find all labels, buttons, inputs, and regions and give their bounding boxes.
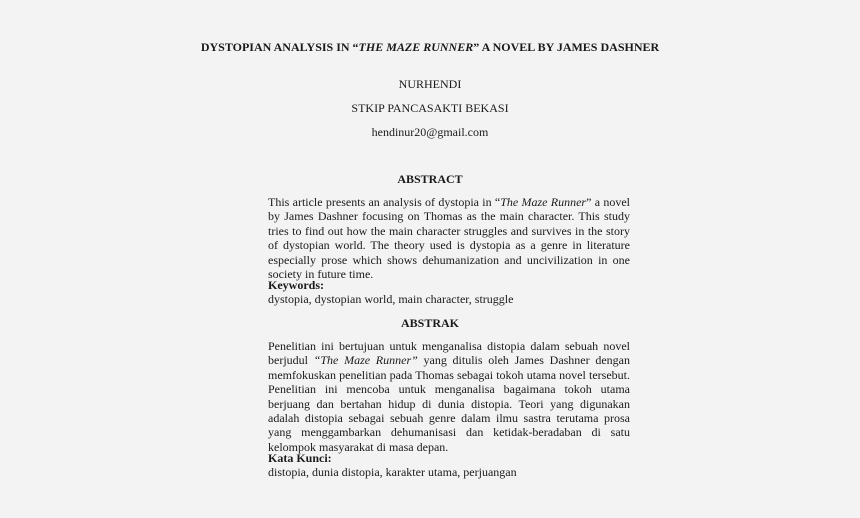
title-italic: THE MAZE RUNNER [358, 40, 474, 54]
keywords-label: Keywords: [268, 278, 324, 292]
title-part-2: ” A NOVEL BY JAMES DASHNER [473, 40, 660, 54]
paper-title [200, 40, 660, 54]
abstract-text-1: This article presents an analysis of dystopia in “ [268, 195, 501, 209]
abstract-heading: ABSTRACT [397, 172, 463, 186]
abstract-text-italic: The Maze Runner [500, 195, 587, 209]
abstrak-text-2: yang ditulis oleh James Dashner dengan memfokuskan penelitian pada Thomas sebagai tokoh utama novel tersebut. Penelitian ini mencoba untuk menganalisa bagaimana tokoh utama berjuang dan bertahan hidup di dunia distopia. Teori yang digunakan adalah distopia sebagai sebuah genre dalam ilmu sastra terutama prosa yang menggambarkan dehumanisasi dan ketidak-beradaban di satu kelompok masyarakat di masa depan. [268, 353, 630, 454]
author-name: NURHENDI [398, 77, 462, 91]
kata-kunci-text: distopia, dunia distopia, karakter utama, perjuangan [268, 465, 517, 479]
keywords-text: dystopia, dystopian world, main character, struggle [268, 292, 514, 306]
affiliation: STKIP PANCASAKTI BEKASI [351, 101, 509, 115]
abstrak-heading: ABSTRAK [400, 316, 459, 330]
kata-kunci-label: Kata Kunci: [268, 451, 332, 465]
abstract-text [268, 195, 630, 281]
abstrak-text-1: Penelitian ini bertujuan untuk menganalisa distopia dalam sebuah novel berjudul [268, 339, 630, 368]
abstract-text-2: ” a novel by James Dashner focusing on Thomas as the main character. This study tries to find out how the main character struggles and survives in the story of dystopian world. The theory used is dystopia as a genre in literature especially prose which shows dehumanization and uncivilization in one society in future time. [268, 195, 630, 282]
email: hendinur20@gmail.com [371, 125, 489, 139]
abstrak-text-italic: “The Maze Runner” [313, 353, 418, 368]
title-part-1: DYSTOPIAN ANALYSIS IN “ [200, 40, 359, 54]
abstrak-text [268, 339, 630, 454]
